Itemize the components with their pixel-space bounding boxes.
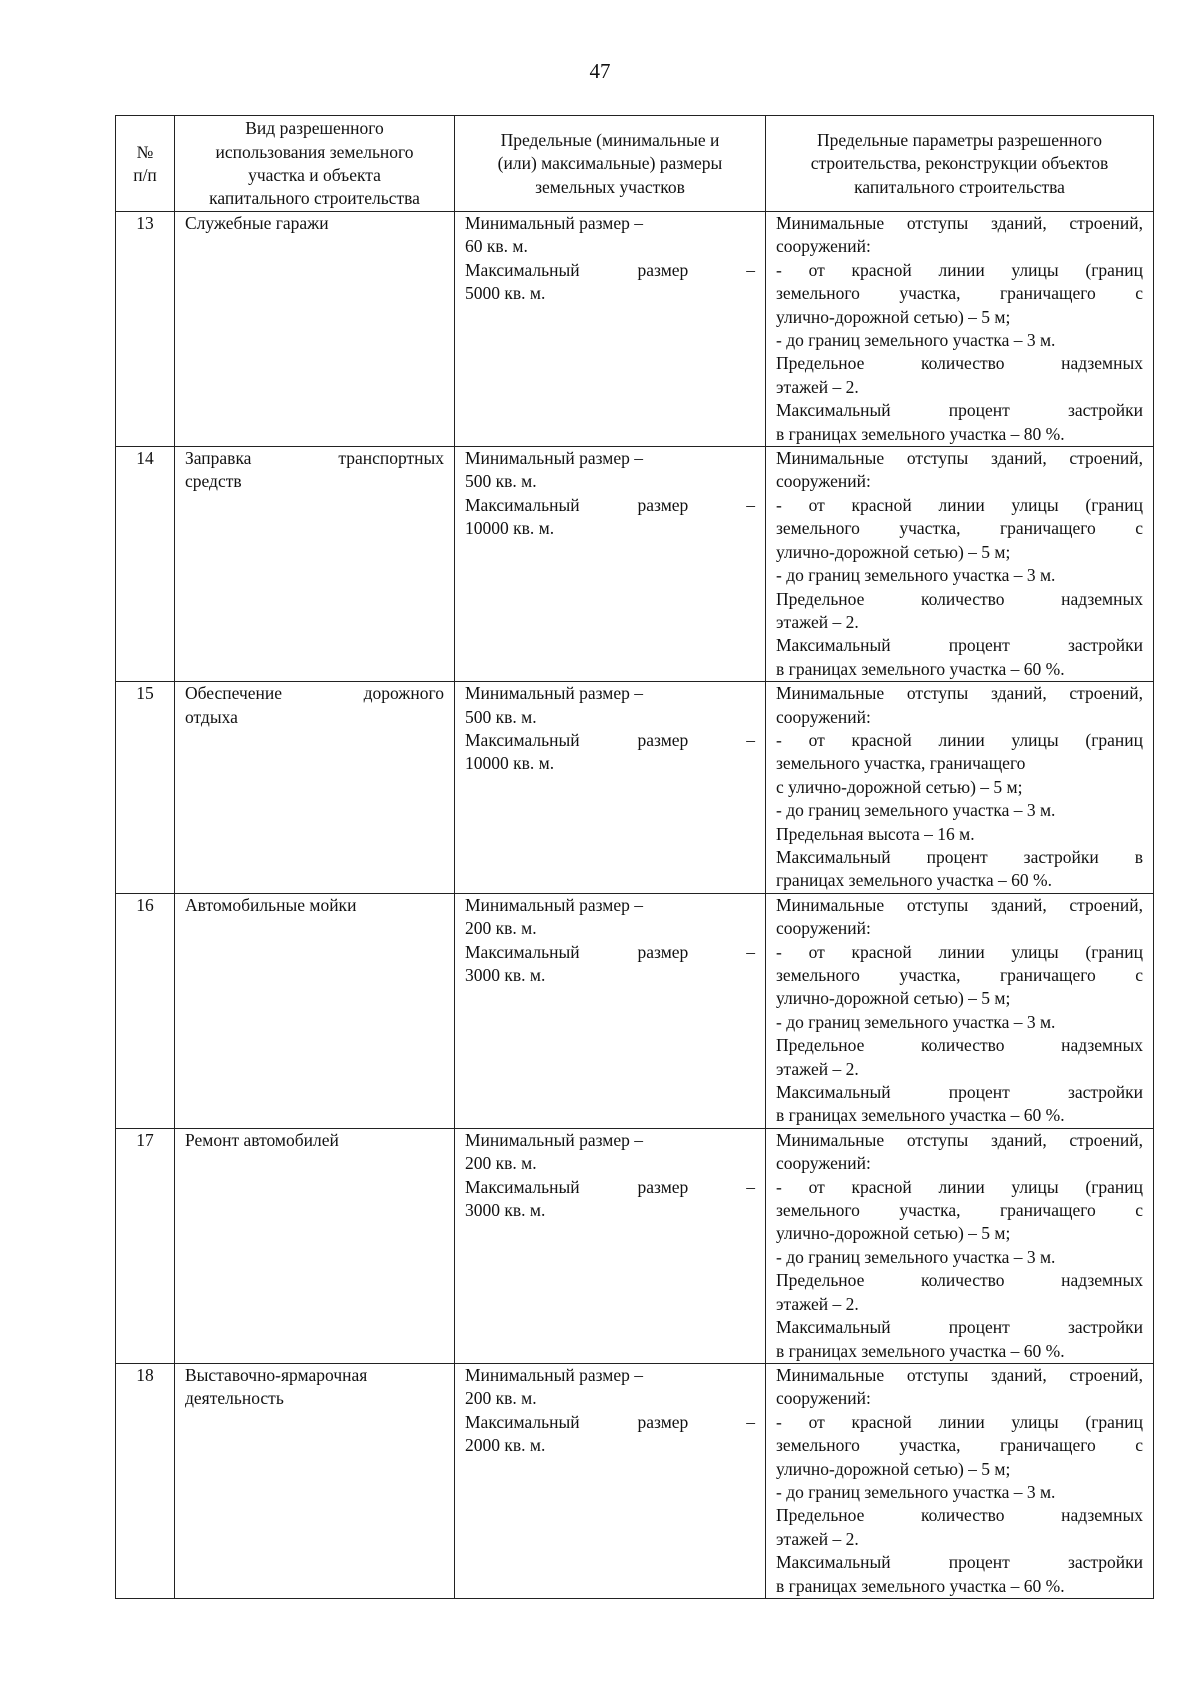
plot-size-line: Минимальный размер – <box>465 894 644 915</box>
build-params-line: Минимальные отступы зданий, строений, <box>776 448 1143 469</box>
row-number: 17 <box>116 1128 175 1363</box>
build-params-line: этажей – 2. <box>776 611 859 632</box>
build-params-line: сооружений: <box>776 918 871 939</box>
build-params-line: Предельное количество надземных <box>776 353 1143 374</box>
build-params-line: - от красной линии улицы (границ <box>776 494 1143 515</box>
header-line: № <box>136 141 154 162</box>
build-params-line: земельного участка, граничащего с <box>776 283 1143 304</box>
use-type-line: Обеспечение дорожного <box>185 683 444 704</box>
build-params-line: Предельное количество надземных <box>776 1270 1143 1291</box>
row-number: 16 <box>116 893 175 1128</box>
plot-size-cell <box>455 447 766 682</box>
table-row <box>116 447 1154 682</box>
header-plot-size <box>455 116 766 212</box>
plot-size-line: Минимальный размер – <box>465 1364 644 1385</box>
header-line: Предельные параметры разрешенного <box>817 129 1102 150</box>
build-params-cell <box>766 212 1154 447</box>
build-params-line: Минимальные отступы зданий, строений, <box>776 1364 1143 1385</box>
build-params-line: улично-дорожной сетью) – 5 м; <box>776 1458 1011 1479</box>
header-line: участка и объекта <box>248 165 381 185</box>
build-params-line: Минимальные отступы зданий, строений, <box>776 894 1143 915</box>
plot-size-line: Минимальный размер – <box>465 683 644 704</box>
header-line: капитального строительства <box>854 176 1065 197</box>
plot-size-line: 500 кв. м. <box>465 471 537 492</box>
header-line: Предельные (минимальные и <box>500 129 720 150</box>
use-type-line: Служебные гаражи <box>185 213 329 233</box>
build-params-cell <box>766 1363 1154 1598</box>
header-line: капитального строительства <box>209 188 420 209</box>
build-params-line: земельного участка, граничащего <box>776 753 1026 774</box>
plot-size-line: 500 кв. м. <box>465 706 537 727</box>
header-build-params <box>766 116 1154 212</box>
plot-size-line: 2000 кв. м. <box>465 1435 546 1456</box>
build-params-line: - от красной линии улицы (границ <box>776 941 1143 962</box>
build-params-line: земельного участка, граничащего с <box>776 1200 1143 1221</box>
build-params-line: - до границ земельного участка – 3 м. <box>776 800 1056 821</box>
plot-size-line: Максимальный размер – <box>465 1176 755 1197</box>
build-params-line: - до границ земельного участка – 3 м. <box>776 565 1056 586</box>
build-params-line: земельного участка, граничащего с <box>776 965 1143 985</box>
build-params-line: Минимальные отступы зданий, строений, <box>776 1129 1143 1150</box>
build-params-line: - от красной линии улицы (границ <box>776 1176 1143 1197</box>
use-type-cell <box>175 447 455 682</box>
table-body <box>116 212 1154 1599</box>
land-use-table <box>115 115 1154 1599</box>
build-params-cell <box>766 1128 1154 1363</box>
build-params-line: улично-дорожной сетью) – 5 м; <box>776 1223 1011 1244</box>
build-params-line: земельного участка, граничащего с <box>776 1435 1143 1456</box>
plot-size-line: 60 кв. м. <box>465 236 528 257</box>
build-params-line: сооружений: <box>776 1153 871 1174</box>
build-params-line: - от красной линии улицы (границ <box>776 259 1143 280</box>
use-type-line: отдыха <box>185 706 238 727</box>
build-params-line: этажей – 2. <box>776 1058 859 1079</box>
build-params-line: - до границ земельного участка – 3 м. <box>776 1246 1056 1267</box>
build-params-line: земельного участка, граничащего с <box>776 518 1143 539</box>
plot-size-line: 3000 кв. м. <box>465 1200 546 1221</box>
plot-size-line: 3000 кв. м. <box>465 965 546 985</box>
build-params-line: в границах земельного участка – 60 %. <box>776 1575 1065 1596</box>
use-type-cell <box>175 1128 455 1363</box>
plot-size-line: 10000 кв. м. <box>465 518 555 539</box>
plot-size-line: Максимальный размер – <box>465 259 755 280</box>
header-line: земельных участков <box>535 176 685 197</box>
build-params-line: Максимальный процент застройки в <box>776 846 1143 867</box>
build-params-line: Минимальные отступы зданий, строений, <box>776 683 1143 704</box>
row-number: 18 <box>116 1363 175 1598</box>
build-params-line: Максимальный процент застройки <box>776 1082 1143 1103</box>
build-params-line: в границах земельного участка – 80 %. <box>776 423 1065 444</box>
plot-size-cell <box>455 212 766 447</box>
build-params-line: в границах земельного участка – 60 %. <box>776 1105 1065 1126</box>
plot-size-line: Максимальный размер – <box>465 729 755 750</box>
row-number: 14 <box>116 447 175 682</box>
build-params-line: Минимальные отступы зданий, строений, <box>776 213 1143 233</box>
plot-size-cell <box>455 1128 766 1363</box>
build-params-line: Предельная высота – 16 м. <box>776 823 975 844</box>
table-row <box>116 1363 1154 1598</box>
plot-size-line: 200 кв. м. <box>465 918 537 939</box>
header-line: использования земельного <box>215 141 414 162</box>
build-params-line: Предельное количество надземных <box>776 1505 1143 1526</box>
use-type-line: средств <box>185 471 242 492</box>
plot-size-line: Максимальный размер – <box>465 941 755 962</box>
header-line: Вид разрешенного <box>245 118 384 139</box>
build-params-line: - от красной линии улицы (границ <box>776 729 1143 750</box>
row-number: 15 <box>116 682 175 894</box>
header-line: п/п <box>133 165 157 185</box>
use-type-line: Заправка транспортных <box>185 448 444 469</box>
plot-size-line: 200 кв. м. <box>465 1388 537 1409</box>
plot-size-cell <box>455 1363 766 1598</box>
plot-size-line: Минимальный размер – <box>465 213 644 233</box>
header-line: строительства, реконструкции объектов <box>810 153 1109 174</box>
plot-size-line: Минимальный размер – <box>465 1129 644 1150</box>
plot-size-line: 200 кв. м. <box>465 1153 537 1174</box>
build-params-line: сооружений: <box>776 706 871 727</box>
use-type-cell <box>175 212 455 447</box>
build-params-line: улично-дорожной сетью) – 5 м; <box>776 541 1011 562</box>
plot-size-line: Минимальный размер – <box>465 448 644 469</box>
plot-size-line: 5000 кв. м. <box>465 283 546 304</box>
table-header-row <box>116 116 1154 212</box>
build-params-line: - до границ земельного участка – 3 м. <box>776 1011 1056 1032</box>
plot-size-line: Максимальный размер – <box>465 494 755 515</box>
use-type-line: Ремонт автомобилей <box>185 1129 339 1150</box>
use-type-cell <box>175 1363 455 1598</box>
build-params-line: этажей – 2. <box>776 376 859 397</box>
build-params-cell <box>766 682 1154 894</box>
use-type-cell <box>175 682 455 894</box>
build-params-line: улично-дорожной сетью) – 5 м; <box>776 988 1011 1009</box>
table-row <box>116 1128 1154 1363</box>
use-type-line: Автомобильные мойки <box>185 894 357 915</box>
plot-size-cell <box>455 893 766 1128</box>
build-params-line: сооружений: <box>776 471 871 492</box>
build-params-line: сооружений: <box>776 1388 871 1409</box>
table-row <box>116 893 1154 1128</box>
header-number <box>116 116 175 212</box>
build-params-line: в границах земельного участка – 60 %. <box>776 1340 1065 1361</box>
use-type-line: деятельность <box>185 1388 284 1409</box>
plot-size-line: 10000 кв. м. <box>465 753 555 774</box>
table-row <box>116 682 1154 894</box>
row-number: 13 <box>116 212 175 447</box>
build-params-line: - от красной линии улицы (границ <box>776 1411 1143 1432</box>
build-params-cell <box>766 447 1154 682</box>
build-params-line: Максимальный процент застройки <box>776 635 1143 656</box>
build-params-line: с улично-дорожной сетью) – 5 м; <box>776 776 1023 797</box>
plot-size-line: Максимальный размер – <box>465 1411 755 1432</box>
build-params-line: Максимальный процент застройки <box>776 400 1143 421</box>
header-line: (или) максимальные) размеры <box>497 153 723 174</box>
build-params-line: улично-дорожной сетью) – 5 м; <box>776 306 1011 327</box>
use-type-line: Выставочно-ярмарочная <box>185 1364 368 1385</box>
header-use-type <box>175 116 455 212</box>
build-params-line: Предельное количество надземных <box>776 1035 1143 1056</box>
page-number: 47 <box>589 59 611 83</box>
build-params-line: границах земельного участка – 60 %. <box>776 870 1052 891</box>
build-params-line: в границах земельного участка – 60 %. <box>776 658 1065 679</box>
build-params-line: Максимальный процент застройки <box>776 1317 1143 1338</box>
build-params-line: этажей – 2. <box>776 1293 859 1314</box>
table-row <box>116 212 1154 447</box>
plot-size-cell <box>455 682 766 894</box>
build-params-line: сооружений: <box>776 236 871 257</box>
build-params-cell <box>766 893 1154 1128</box>
build-params-line: этажей – 2. <box>776 1528 859 1549</box>
build-params-line: - до границ земельного участка – 3 м. <box>776 1481 1056 1502</box>
build-params-line: - до границ земельного участка – 3 м. <box>776 330 1056 351</box>
build-params-line: Максимальный процент застройки <box>776 1552 1143 1573</box>
use-type-cell <box>175 893 455 1128</box>
build-params-line: Предельное количество надземных <box>776 588 1143 609</box>
